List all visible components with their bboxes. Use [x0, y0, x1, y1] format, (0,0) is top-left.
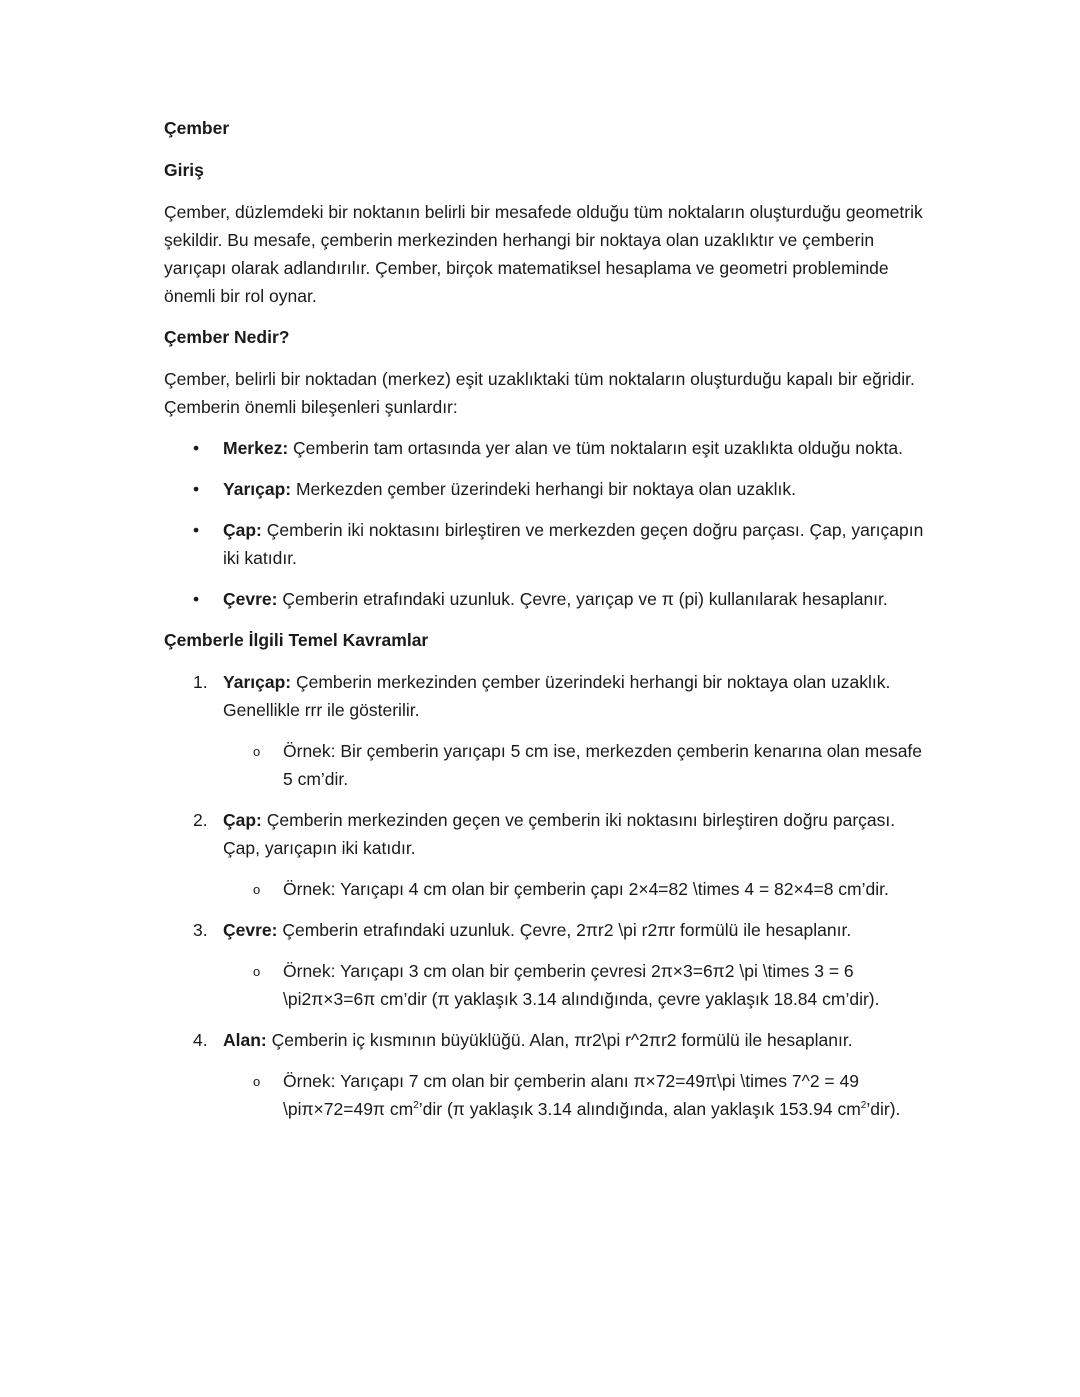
example-list: [223, 1067, 924, 1123]
item-number: 1.: [193, 672, 208, 692]
term-description: Çemberin etrafındaki uzunluk. Çevre, yarıçap ve π (pi) kullanılarak hesaplanır.: [277, 589, 888, 609]
circle-bullet-icon: o: [253, 1074, 261, 1089]
example-item: [223, 1067, 924, 1123]
list-item: [164, 668, 924, 793]
term-label: Merkez:: [223, 438, 289, 458]
what-is-heading: Çember Nedir?: [164, 327, 290, 347]
list-item: [164, 806, 924, 903]
term-description: Çemberin tam ortasında yer alan ve tüm noktaların eşit uzaklıkta olduğu nokta.: [288, 438, 903, 458]
concepts-list: [164, 668, 924, 1123]
term-description: Çemberin merkezinden geçen ve çemberin iki noktasını birleştiren doğru parçası. Çap, yarıçapın iki katıdır.: [223, 810, 896, 858]
example-text: Örnek: Yarıçapı 4 cm olan bir çemberin çapı 2×4=82 \times 4 = 82×4=8 cm’dir.: [283, 879, 889, 899]
list-item: [164, 475, 924, 503]
term-label: Çap:: [223, 810, 262, 830]
example-item: [223, 875, 924, 903]
term-label: Çevre:: [223, 920, 278, 940]
circle-bullet-icon: o: [253, 882, 261, 897]
example-text: [283, 1071, 900, 1119]
components-list: [164, 434, 924, 613]
bullet-icon: •: [193, 589, 200, 609]
circle-bullet-icon: o: [253, 744, 261, 759]
bullet-icon: •: [193, 479, 200, 499]
example-text-part: Örnek: Yarıçapı 7 cm olan bir çemberin alanı π×72=49π\pi \times 7^2 = 49 \piπ×72=49π cm: [283, 1071, 859, 1119]
term-description: Çemberin iç kısmının büyüklüğü. Alan, πr2\pi r^2πr2 formülü ile hesaplanır.: [266, 1030, 853, 1050]
list-item: [164, 434, 924, 462]
example-item: [223, 957, 924, 1013]
term-description: Çemberin merkezinden çember üzerindeki herhangi bir noktaya olan uzaklık. Genellikle rrr ile gösterilir.: [223, 672, 891, 720]
term-description: Çemberin iki noktasını birleştiren ve merkezden geçen doğru parçası. Çap, yarıçapın iki katıdır.: [223, 520, 924, 568]
intro-heading: Giriş: [164, 160, 204, 180]
term-label: Çap:: [223, 520, 262, 540]
term-label: Yarıçap:: [223, 672, 292, 692]
example-list: [223, 737, 924, 793]
list-item: [164, 585, 924, 613]
superscript: 2: [860, 1100, 867, 1112]
example-list: [223, 875, 924, 903]
concepts-heading: Çemberle İlgili Temel Kavramlar: [164, 630, 429, 650]
document-page: [164, 114, 924, 1136]
term-description: Merkezden çember üzerindeki herhangi bir noktaya olan uzaklık.: [291, 479, 796, 499]
item-number: 2.: [193, 810, 208, 830]
bullet-icon: •: [193, 520, 200, 540]
term-label: Alan:: [223, 1030, 267, 1050]
document-title: Çember: [164, 118, 230, 138]
example-text-part: ’dir (π yaklaşık 3.14 alındığında, alan yaklaşık 153.94 cm: [418, 1099, 861, 1119]
list-item: [164, 916, 924, 1013]
circle-bullet-icon: o: [253, 964, 261, 979]
example-text: Örnek: Bir çemberin yarıçapı 5 cm ise, merkezden çemberin kenarına olan mesafe 5 cm’dir.: [283, 741, 923, 789]
item-number: 4.: [193, 1030, 208, 1050]
term-label: Yarıçap:: [223, 479, 292, 499]
example-list: [223, 957, 924, 1013]
example-text-part: ’dir).: [866, 1099, 901, 1119]
what-is-paragraph: Çember, belirli bir noktadan (merkez) eşit uzaklıktaki tüm noktaların oluşturduğu kapalı bir eğridir. Çemberin önemli bileşenleri şunlardır:: [164, 369, 915, 417]
term-label: Çevre:: [223, 589, 278, 609]
example-text: Örnek: Yarıçapı 3 cm olan bir çemberin çevresi 2π×3=6π2 \pi \times 3 = 6 \pi2π×3=6π cm’dir (π yaklaşık 3.14 alındığında, çevre yaklaşık 18.84 cm’dir).: [283, 961, 880, 1009]
intro-paragraph: Çember, düzlemdeki bir noktanın belirli bir mesafede olduğu tüm noktaların oluşturduğu geometrik şekildir. Bu mesafe, çemberin merkezinden herhangi bir noktaya olan uzaklıktır ve çemberin yarıçapı olarak adlandırılır. Çember, birçok matematiksel hesaplama ve geometri probleminde önemli bir rol oynar.: [164, 202, 923, 306]
list-item: [164, 1026, 924, 1123]
item-number: 3.: [193, 920, 208, 940]
list-item: [164, 516, 924, 572]
example-item: [223, 737, 924, 793]
bullet-icon: •: [193, 438, 200, 458]
term-description: Çemberin etrafındaki uzunluk. Çevre, 2πr2 \pi r2πr formülü ile hesaplanır.: [277, 920, 852, 940]
superscript: 2: [413, 1100, 419, 1112]
